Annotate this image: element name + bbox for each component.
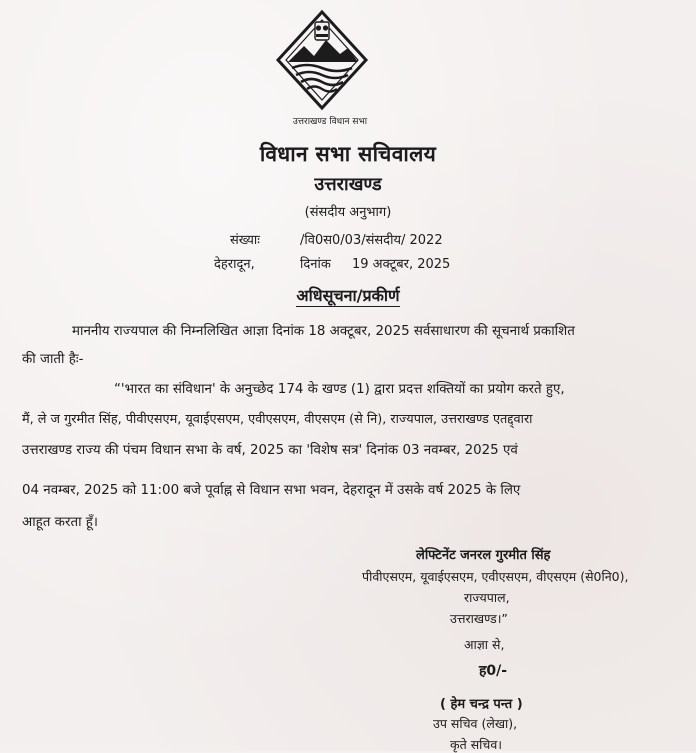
governor-honours: पीवीएसएम, यूवाईएसएम, एवीएसएम, वीएसएम (से0नि0), — [362, 569, 629, 584]
uttarakhand-vidhan-sabha-emblem — [274, 8, 370, 118]
order-line-1: “'भारत का संविधान' के अनुच्छेद 174 के खण्ड (1) द्वारा प्रदत्त शक्तियों का प्रयोग करते हुए, — [114, 382, 565, 397]
order-line-5: आहूत करता हूँ। — [22, 515, 98, 530]
governor-name: लेफ्टिनेंट जनरल गुरमीत सिंह — [416, 548, 551, 563]
place-label: देहरादून, — [214, 257, 255, 272]
date-value: 19 अक्टूबर, 2025 — [352, 257, 451, 272]
secretary-acting: कृते सचिव। — [450, 737, 503, 752]
department-name: (संसदीय अनुभाग) — [304, 205, 392, 220]
order-line-2: मैं, ले ज गुरमीत सिंह, पीवीएसएम, यूवाईएसएम, एवीएसएम, वीएसएम (से नि), राज्यपाल, उत्तराखण्ड एतद्द्वारा — [22, 412, 533, 427]
by-order: आज्ञा से, — [464, 637, 505, 652]
reference-number: /वि0स0/03/संसदीय/ 2022 — [300, 233, 443, 248]
emblem-caption: उत्तराखण्ड विधान सभा — [292, 117, 368, 127]
secretariat-title: विधान सभा सचिवालय — [259, 142, 437, 166]
governor-designation: राज्यपाल, — [464, 590, 510, 605]
order-line-4: 04 नवम्बर, 2025 को 11:00 बजे पूर्वाह्न से विधान सभा भवन, देहरादून में उसके वर्ष 2025 के लिए — [22, 483, 521, 498]
notification-heading: अधिसूचना/प्रकीर्ण — [296, 286, 400, 305]
intro-line-1: माननीय राज्यपाल की निम्नलिखित आज्ञा दिनांक 18 अक्टूबर, 2025 सर्वसाधारण की सूचनार्थ प्रकाशित — [72, 324, 575, 339]
reference-number-label: संख्याः — [230, 233, 260, 248]
governor-state: उत्तराखण्ड।” — [450, 611, 508, 626]
signed-mark: ह0/- — [479, 663, 508, 679]
secretary-name: ( हेम चन्द्र पन्त ) — [440, 697, 523, 712]
intro-line-2: की जाती हैः- — [22, 352, 84, 367]
order-line-3: उत्तराखण्ड राज्य की पंचम विधान सभा के वर्ष, 2025 का 'विशेष सत्र' दिनांक 03 नवम्बर, 2025 एवं — [22, 443, 518, 458]
date-label: दिनांक — [300, 257, 331, 272]
secretary-designation: उप सचिव (लेखा), — [433, 716, 518, 731]
state-name: उत्तराखण्ड — [314, 174, 382, 195]
